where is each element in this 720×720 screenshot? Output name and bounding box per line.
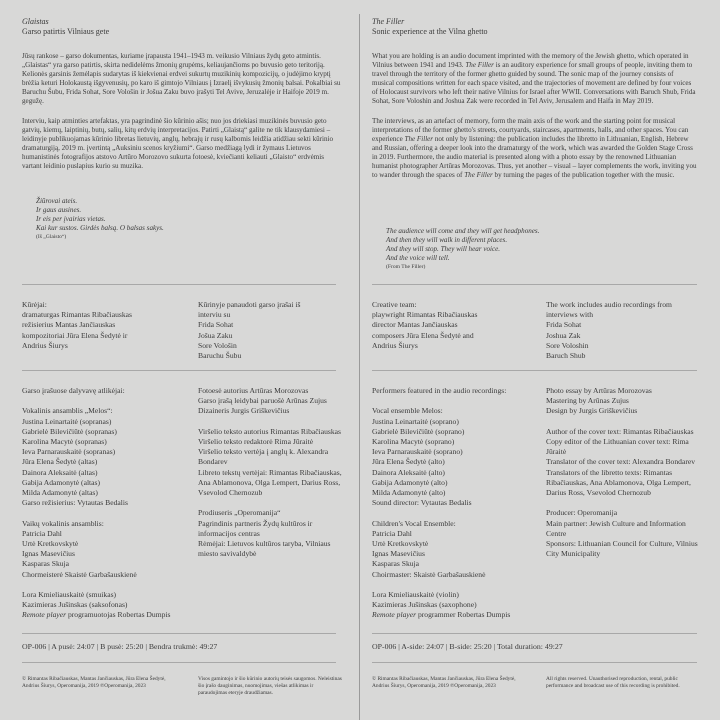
right-subtitle: Sonic experience at the Vilna ghetto bbox=[372, 27, 488, 36]
left-subtitle: Garso patirtis Vilniaus gete bbox=[22, 27, 110, 36]
performer-line bbox=[372, 580, 542, 590]
performer-line: Milda Adamonytė (alto) bbox=[372, 488, 446, 498]
right-interviews bbox=[546, 300, 701, 361]
performer-line: Performers featured in the audio recordings: bbox=[372, 386, 507, 395]
performer-line bbox=[22, 508, 192, 518]
performer-line bbox=[22, 580, 192, 590]
performer-line: Jūra Elena Šedytė (alto) bbox=[372, 457, 445, 467]
production-line: Author of the cover text: Rimantas Ribačiauskas bbox=[546, 426, 694, 436]
right-paragraph-1: What you are holding is an audio document imprinted with the memory of the Jewish ghetto, which operated in Vilnius between 1941 and 1943. The Filler is an auditory experience for small groups of people, inviting them to travel through the territory of the former ghetto guided by sound. The sonic map of the journey consists of musical compositions written for each space visited, and the trajectories of movement are defined by four voices of Holocaust survivors who left their native Vilnius for Israel after WWII. Conversations with Baruch Shub, Frida Sohat, Sore Voloshin and Joshua Zak were recorded in Tel Aviv, Jerusalem and Haifa in May 2019. bbox=[372, 52, 696, 106]
right-poem-line: And the voice will tell. bbox=[386, 254, 450, 263]
production-line: Translator of the cover text: Alexandra Bondarev bbox=[546, 457, 696, 467]
right-poem-line: The audience will come and they will get headphones. bbox=[386, 227, 540, 235]
production-line: Pagrindinis partneris Žydų kultūros ir informacijos centras bbox=[198, 518, 313, 538]
right-poem bbox=[386, 227, 686, 272]
performer-line: Dainora Aleksaitė (altas) bbox=[22, 467, 98, 477]
left-poem-line: Ir gaus ausines. bbox=[36, 206, 82, 215]
performer-line bbox=[22, 396, 192, 406]
credit-line: Andrius Šiurys bbox=[22, 340, 68, 350]
left-body bbox=[22, 52, 344, 171]
performer-line: Ignas Masevičius bbox=[372, 549, 425, 559]
production-line: Design by Jurgis Griškevičius bbox=[546, 406, 638, 416]
credit-line: composers Jūra Elena Šedytė and bbox=[372, 330, 474, 340]
left-poem-line: Kai kur sustos. Girdės balsą. O balsas sakys. bbox=[36, 224, 164, 233]
right-poem-line: And they will stop. They will hear voice. bbox=[386, 245, 501, 254]
remote-player-line: Remote player programmer Robertas Dumpis bbox=[372, 610, 511, 620]
credit-line: Creative team: bbox=[372, 300, 417, 309]
left-rights-notice: Visos gamintojo ir šio kūrinio autorių teisės saugomos. Neleistinas šio įrašo dauginimas, nuomojimas, viešas atlikimas ir paraudojimas eteryje draudžiamas. bbox=[198, 676, 342, 696]
left-rule-3 bbox=[22, 633, 336, 634]
performer-line: Kasparas Skuja bbox=[22, 559, 70, 569]
left-copyright: © Rimantas Ribačiauskas, Mantas Jančiauskas, Jūra Elena Šedytė, Andrius Šiurys, Operomanija, 2019 ℗Operomanija, 2023 bbox=[22, 676, 166, 689]
right-performers bbox=[372, 386, 542, 621]
performer-line: Lora Kmieliauskaitė (violin) bbox=[372, 590, 459, 600]
left-header bbox=[22, 17, 344, 37]
right-body bbox=[372, 52, 697, 180]
performer-line: Ignas Masevičius bbox=[22, 549, 75, 559]
left-interviews bbox=[198, 300, 348, 361]
right-poem-source: (From The Filler) bbox=[386, 264, 426, 271]
performer-line: Kasparas Skuja bbox=[372, 559, 420, 569]
right-title: The Filler bbox=[372, 17, 405, 26]
performer-line: Jūra Elena Šedytė (altas) bbox=[22, 457, 98, 467]
performer-line: Vaikų vokalinis ansamblis: bbox=[22, 518, 104, 528]
performer-line: Ieva Parnarauskaitė (soprano) bbox=[372, 447, 463, 457]
right-header bbox=[372, 17, 697, 37]
left-rule-4 bbox=[22, 662, 336, 663]
production-line bbox=[546, 498, 701, 508]
credit-line: Jošua Zaku bbox=[198, 330, 233, 340]
production-line: Prodiuseris „Operomanija“ bbox=[198, 508, 281, 518]
left-poem bbox=[36, 197, 336, 242]
performer-line: Karolina Macytė (sopranas) bbox=[22, 437, 107, 447]
right-copyright: © Rimantas Ribačiauskas, Mantas Jančiauskas, Jūra Elena Šedytė, Andrius Šiurys, Operomanija, 2019 ℗Operomanija, 2023 bbox=[372, 676, 516, 689]
production-line: Rėmėjai: Lietuvos kultūros taryba, Vilniaus miesto savivaldybė bbox=[198, 539, 331, 559]
credit-line: dramaturgas Rimantas Ribačiauskas bbox=[22, 310, 132, 320]
credit-line: kompozitoriai Jūra Elena Šedytė ir bbox=[22, 330, 128, 340]
production-line bbox=[198, 417, 348, 427]
performer-line: Kazimieras Jušinskas (saksofonas) bbox=[22, 600, 128, 610]
performer-line: Patricia Dahl bbox=[22, 528, 62, 538]
left-creators bbox=[22, 300, 182, 351]
credit-line: interviu su bbox=[198, 310, 231, 320]
right-paragraph-2: The interviews, as an artefact of memory, form the main axis of the work and the starting point for musical interpretations of the former ghetto's streets, courtyards, staircases, apartments, halls, and other spaces. You can experience The Filler not only by listening: the publication includes the libretto in Lithuanian, English, Hebrew and Russian, offering a deeper look into the dramaturgy of the work, which was awarded the Golden Stage Cross in 2019. Furthermore, the audio material is presented along with a photo essay by the renowned Lithuanian humanist photographer Artūras Morozovas. Thus, yet another – visual – layer complements the work, inviting you to wander through the spaces of The Filler by turning the pages of the publication together with the music. bbox=[372, 116, 697, 180]
production-line: Dizaineris Jurgis Griškevičius bbox=[198, 406, 290, 416]
performer-line: Garso režisierius: Vytautas Bedalis bbox=[22, 498, 128, 508]
left-poem-line: Ir eis per įvairias vietas. bbox=[36, 215, 106, 224]
right-rule-3 bbox=[372, 633, 697, 634]
production-line: Viršelio teksto redaktorė Rima Jūraitė bbox=[198, 437, 314, 447]
right-rule-1 bbox=[372, 284, 697, 285]
credit-line: Baruch Shub bbox=[546, 351, 586, 361]
performer-line: Dainora Aleksaitė (alto) bbox=[372, 467, 445, 477]
left-paragraph-1: Jūsų rankose – garso dokumentas, kuriame įrapausta 1941–1943 m. veikusio Vilniaus žydų geto atmintis. „Glaistas“ yra garso patirtis, skirta nedidelėms žmonių grupėms, keliaujančioms po buvusio geto teritoriją. Kelionės garsinis žemėlapis sudarytas iš kiekvienai erdvei sukurtų muzikinių kompozicijų, o judėjimo kryptį brėžia keturi Holokaustą išgyvenusių, po karo iš gimtojo Vilniaus į Izraelį išvykusių žmonių balsai. Pokalbiai su Baruchu Šubu, Frida Sohat, Sore Vološin ir Jošua Zaku buvo įrašyti Tel Avive, Jeruzalėje ir Haifoje 2019 m. gegužę. bbox=[22, 52, 341, 106]
production-line: Fotoesė autorius Artūras Morozovas bbox=[198, 386, 309, 395]
credit-line: režisierius Mantas Jančiauskas bbox=[22, 320, 116, 330]
credit-line: Kūrėjai: bbox=[22, 300, 47, 309]
production-line: Mastering by Arūnas Zujus bbox=[546, 396, 629, 406]
performer-line: Children's Vocal Ensemble: bbox=[372, 518, 456, 528]
left-performers bbox=[22, 386, 192, 621]
performer-line: Ieva Parnarauskaitė (sopranas) bbox=[22, 447, 116, 457]
production-line bbox=[198, 498, 348, 508]
performer-line: Kazimieras Jušinskas (saxophone) bbox=[372, 600, 477, 610]
performer-line: Justina Leinartaitė (soprano) bbox=[372, 416, 459, 426]
performer-line: Gabija Adamonytė (altas) bbox=[22, 477, 101, 487]
right-poem-line: And then they will walk in different places. bbox=[386, 236, 508, 245]
credit-line: director Mantas Jančiauskas bbox=[372, 320, 458, 330]
performer-line: Urtė Kretkovskytė bbox=[372, 539, 429, 549]
performer-line: Gabrielė Bilevičiūtė (sopranas) bbox=[22, 426, 117, 436]
production-line bbox=[546, 417, 701, 427]
performer-line bbox=[372, 508, 542, 518]
credit-line: The work includes audio recordings from bbox=[546, 300, 672, 309]
credit-line: Frida Sohat bbox=[546, 320, 582, 330]
credit-line: interviews with bbox=[546, 310, 594, 320]
credit-line: Frida Sohat bbox=[198, 320, 234, 330]
credit-line: Baruchu Šubu bbox=[198, 351, 242, 361]
right-rule-4 bbox=[372, 662, 697, 663]
credit-line: playwright Rimantas Ribačiauskas bbox=[372, 310, 478, 320]
performer-line: Chormeisterė Skaistė Garbašauskienė bbox=[22, 569, 137, 579]
performer-line: Garso įrašuose dalyvavę atlikėjai: bbox=[22, 386, 125, 395]
right-creators bbox=[372, 300, 532, 351]
production-line: Garso įrašą leidybai paruošė Arūnas Zujus bbox=[198, 396, 327, 406]
credit-line: Sore Voloshin bbox=[546, 340, 589, 350]
credit-line: Joshua Zak bbox=[546, 330, 581, 340]
left-production bbox=[198, 386, 348, 559]
production-line: Producer: Operomanija bbox=[546, 508, 618, 518]
performer-line: Vocal ensemble Melos: bbox=[372, 406, 443, 416]
left-paragraph-2: Interviu, kaip atminties artefaktas, yra pagrindinė šio kūrinio ašis; nuo jos driekiasi muzikinės buvusio geto gatvių, kiemų, laiptinių, butų, salių, kitų erdvių interpretacijos. Patirti „Glaistą“ galite ne tik klausydamiesi – leidinyje publikuojamas kūrinio libretas lietuvių, anglų, hebrajų ir rusų kalbomis leidžia atidžiau sekti kūrinio dramaturgiją, 2019 m. įvertintą „Auksiniu scenos kryžiumi“. Garso medžiagą lydi ir žymaus Lietuvos humanistinės fotografijos atstovo Artūro Morozovo sukurta fotoesė, kviečianti keliauti „Glaisto“ erdvėmis vartant leidinio puslapius kurio su muzika. bbox=[22, 116, 334, 171]
production-line: Translators of the libretto texts: Rimantas Ribačiauskas, Ana Ablamonova, Olga Lempert, Darius Ross, Vsevolod Chernozub bbox=[546, 467, 691, 498]
performer-line: Karolina Macytė (soprano) bbox=[372, 437, 455, 447]
right-rights-notice: All rights reserved. Unauthorised reproduction, rental, public performance and broadcast use of this recording is prohibited. bbox=[546, 676, 680, 689]
performer-line: Gabija Adamonytė (alto) bbox=[372, 477, 448, 487]
performer-line: Milda Adamonytė (altas) bbox=[22, 488, 98, 498]
production-line: Copy editor of the Lithuanian cover text: Rima Jūraitė bbox=[546, 437, 689, 457]
production-line: Photo essay by Artūras Morozovas bbox=[546, 386, 652, 395]
right-totals: OP-006 | A-side: 24:07 | B-side: 25:20 | Total duration: 49:27 bbox=[372, 642, 563, 651]
production-line: Viršelio teksto vertėja į anglų k. Alexandra Bondarev bbox=[198, 447, 329, 467]
production-line: Libreto tekstų vertėjai: Rimantas Ribačiauskas, Ana Ablamonova, Olga Lempert, Darius Ross, Vsevolod Chernozub bbox=[198, 467, 342, 498]
center-divider bbox=[359, 14, 360, 720]
performer-line: Lora Kmieliauskaitė (smuikas) bbox=[22, 590, 117, 600]
left-poem-source: (Iš „Glaisto“) bbox=[36, 234, 67, 241]
right-production bbox=[546, 386, 701, 559]
performer-line: Vokalinis ansamblis „Melos“: bbox=[22, 406, 113, 416]
left-title: Glaistas bbox=[22, 17, 49, 26]
performer-line: Justina Leinartaitė (sopranas) bbox=[22, 416, 112, 426]
left-poem-line: Žiūrovai ateis. bbox=[36, 197, 78, 205]
production-line: Sponsors: Lithuanian Council for Culture, Vilnius City Municipality bbox=[546, 539, 698, 559]
credit-line: Sore Vološin bbox=[198, 340, 237, 350]
left-totals: OP-006 | A pusė: 24:07 | B pusė: 25:20 | Bendra trukmė: 49:27 bbox=[22, 642, 218, 651]
credit-line: Andrius Šiurys bbox=[372, 340, 418, 350]
credit-line: Kūrinyje panaudoti garso įrašai iš bbox=[198, 300, 301, 309]
performer-line: Patricia Dahl bbox=[372, 528, 412, 538]
production-line: Viršelio teksto autorius Rimantas Ribačiauskas bbox=[198, 426, 341, 436]
remote-player-line: Remote player programuotojas Robertas Dumpis bbox=[22, 610, 171, 620]
performer-line: Choirmaster: Skaistė Garbašauskienė bbox=[372, 569, 486, 579]
performer-line: Gabrielė Bilevičiūtė (soprano) bbox=[372, 426, 465, 436]
left-rule-1 bbox=[22, 284, 336, 285]
performer-line: Urtė Kretkovskytė bbox=[22, 539, 79, 549]
performer-line: Sound director: Vytautas Bedalis bbox=[372, 498, 472, 508]
production-line: Main partner: Jewish Culture and Information Centre bbox=[546, 518, 686, 538]
right-rule-2 bbox=[372, 370, 697, 371]
performer-line bbox=[372, 396, 542, 406]
left-rule-2 bbox=[22, 370, 336, 371]
